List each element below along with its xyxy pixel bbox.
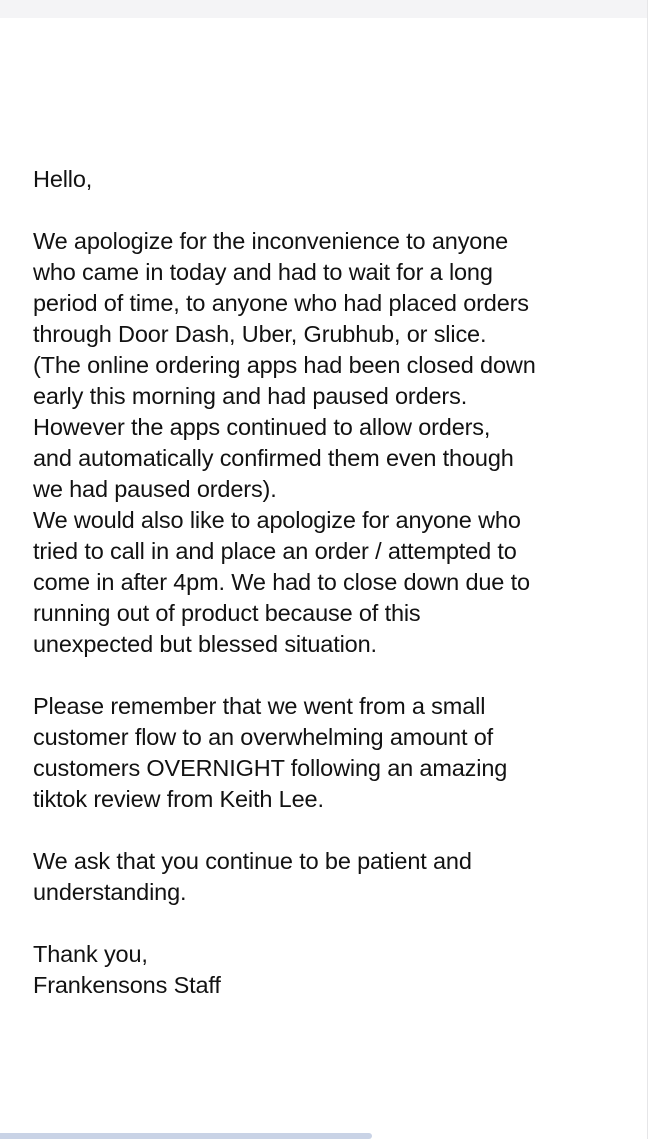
paragraph-line: We apologize for the inconvenience to anyone [33,228,509,254]
paragraph-line: come in after 4pm. We had to close down due to [33,569,530,595]
signature: Frankensons Staff [33,972,221,998]
paragraph-line: period of time, to anyone who had placed orders [33,290,529,316]
paragraph-line: customer flow to an overwhelming amount of [33,724,494,750]
paragraph-line: tried to call in and place an order / attempted to [33,538,517,564]
paragraph-line: (The online ordering apps had been closed down [33,352,536,378]
paragraph-gap [33,660,633,691]
paragraph-gap [33,908,633,939]
paragraph-line: tiktok review from Keith Lee. [33,786,324,812]
paragraph-line: early this morning and had paused orders. [33,383,468,409]
paragraph-line: running out of product because of this [33,600,421,626]
paragraph-gap [33,195,633,226]
paragraph-line: who came in today and had to wait for a long [33,259,493,285]
patience-paragraph [33,846,633,908]
paragraph-line: unexpected but blessed situation. [33,631,377,657]
paragraph-line: Please remember that we went from a small [33,693,486,719]
paragraph-line: we had paused orders). [33,476,277,502]
paragraph-line: through Door Dash, Uber, Grubhub, or slice. [33,321,487,347]
top-status-band [0,0,648,18]
reminder-paragraph [33,691,633,815]
paragraph-line: understanding. [33,879,187,905]
letter-body [33,164,633,1001]
paragraph-line: We would also like to apologize for anyone who [33,507,521,533]
paragraph-line: customers OVERNIGHT following an amazing [33,755,508,781]
greeting: Hello, [33,166,93,192]
paragraph-line: However the apps continued to allow orders, [33,414,491,440]
paragraph-gap [33,815,633,846]
apology-paragraph [33,226,633,660]
closing-line: Thank you, [33,941,148,967]
scroll-indicator[interactable] [0,1133,372,1139]
paragraph-line: and automatically confirmed them even though [33,445,514,471]
paragraph-line: We ask that you continue to be patient and [33,848,472,874]
